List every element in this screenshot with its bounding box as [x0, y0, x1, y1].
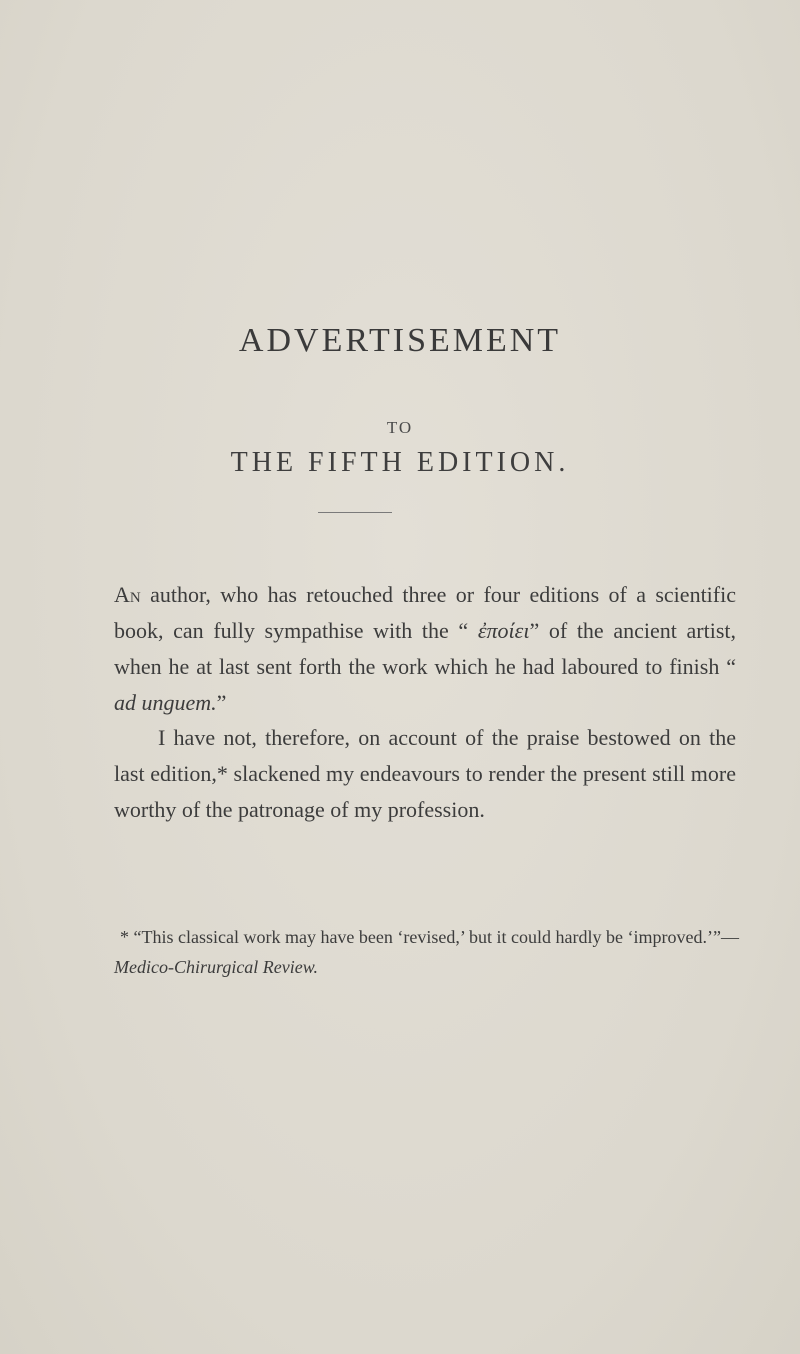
footnote	[114, 922, 754, 982]
title-connector: TO	[386, 418, 414, 437]
greek-word: ἐποίει	[477, 618, 530, 643]
paragraph-dropword: An	[114, 582, 141, 607]
page-title: ADVERTISEMENT	[238, 322, 562, 359]
footnote-text: * “This classical work may have been ‘revised,’ but it could hardly be ‘improved.’”—	[120, 927, 739, 947]
paragraph-one-text-a: author, who has retouched three or four editions of a scientific book, can fully sympathise with the “	[114, 582, 736, 643]
footnote-source: Medico-Chirurgical Review.	[114, 957, 318, 977]
paragraph-one-text-b: ” of the ancient artist, when he at last sent forth the work which he had laboured to finish “	[114, 618, 736, 679]
title-divider	[318, 512, 392, 513]
paragraph-one	[114, 577, 736, 721]
paragraph-one-text-c: ”	[216, 690, 227, 715]
paragraph-two-text: I have not, therefore, on account of the praise bestowed on the last edition,* slackened my endeavours to render the present still more worthy of the patronage of my profession.	[114, 725, 736, 822]
latin-phrase: ad unguem.	[114, 690, 217, 715]
page-subtitle: THE FIFTH EDITION.	[230, 447, 570, 478]
paragraph-two	[114, 720, 736, 828]
